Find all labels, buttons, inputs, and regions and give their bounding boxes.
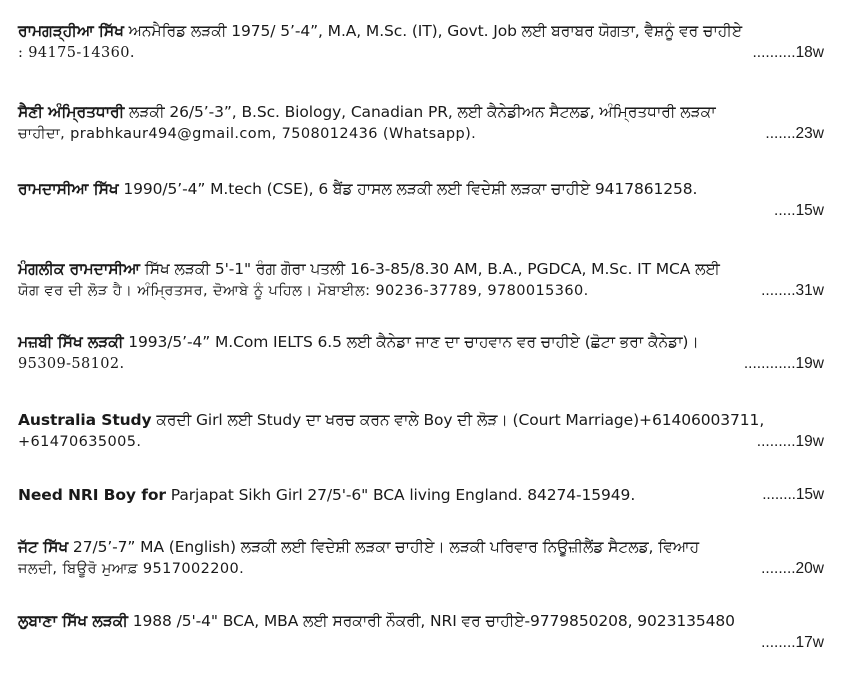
ad-text: 95309-58102. bbox=[18, 356, 125, 372]
ad-text: ਚਾਹੀਦਾ, prabhkaur494@gmail.com, 7508012436 (Whatsapp). bbox=[18, 126, 477, 142]
ad-text: 1993/5’-4” M.Com IELTS 6.5 ਲਈ ਕੈਨੇਡਾ ਜਾਣ ਦਾ ਚਾਹਵਾਨ ਵਰ ਚਾਹੀਏ (ਛੋਟਾ ਭਰਾ ਕੈਨੇਡਾ)। bbox=[123, 333, 699, 351]
ad-word-count: .....15w bbox=[774, 202, 824, 219]
ad-word-count: .......23w bbox=[765, 125, 824, 142]
ad-word-count: ............19w bbox=[743, 355, 824, 372]
ad-first-line bbox=[18, 258, 824, 280]
ad-text: 1990/5’-4” M.tech (CSE), 6 ਬੈਂਡ ਹਾਸਲ ਲੜਕੀ ਲਈ ਵਿਦੇਸ਼ੀ ਲੜਕਾ ਚਾਹੀਏ 9417861258. bbox=[118, 180, 698, 198]
ad-heading: Need NRI Boy for bbox=[18, 486, 166, 504]
ad-word-count: ........20w bbox=[761, 560, 824, 577]
ad-word-count: ..........18w bbox=[752, 44, 824, 61]
ad-heading: ਮਜ਼ਬੀ ਸਿੱਖ ਲੜਕੀ bbox=[18, 333, 124, 351]
ad-word-count: .........19w bbox=[756, 433, 824, 450]
ad-heading: ਜੱਟ ਸਿੱਖ bbox=[18, 538, 69, 556]
matrimonial-ad bbox=[18, 178, 824, 219]
ad-text: 27/5’-7” MA (English) ਲੜਕੀ ਲਈ ਵਿਦੇਸ਼ੀ ਲੜਕਾ ਚਾਹੀਏ। ਲੜਕੀ ਪਰਿਵਾਰ ਨਿਊਜ਼ੀਲੈਂਡ ਸੈਟਲਡ, ਵਿਆਹ bbox=[68, 538, 699, 556]
ad-heading: ਰਾਮਦਾਸੀਆ ਸਿੱਖ bbox=[18, 180, 119, 198]
ad-second-line bbox=[18, 280, 824, 302]
ad-second-line bbox=[18, 558, 824, 580]
ad-first-line bbox=[18, 536, 824, 558]
ad-text: ਲੜਕੀ 26/5’-3”, B.Sc. Biology, Canadian PR, ਲਈ ਕੈਨੇਡੀਅਨ ਸੈਟਲਡ, ਅੰਮ੍ਰਿਤਧਾਰੀ ਲੜਕਾ bbox=[124, 103, 716, 121]
ad-second-line bbox=[18, 353, 824, 375]
ad-text: ਕਰਦੀ Girl ਲਈ Study ਦਾ ਖਰਚ ਕਰਨ ਵਾਲੇ Boy ਦੀ ਲੋੜ। (Court Marriage)+61406003711, bbox=[151, 411, 765, 429]
matrimonial-ad bbox=[18, 101, 824, 145]
ad-first-line bbox=[18, 178, 824, 200]
matrimonial-ad bbox=[18, 610, 824, 651]
ad-text: +61470635005. bbox=[18, 434, 142, 450]
ad-text: ਅਨਮੈਰਿਡ ਲੜਕੀ 1975/ 5’-4”, M.A, M.Sc. (IT), Govt. Job ਲਈ ਬਰਾਬਰ ਯੋਗਤਾ, ਵੈਸ਼ਨੂੰ ਵਰ ਚਾਹੀਏ bbox=[123, 22, 743, 40]
ad-heading: ਰਾਮਗੜ੍ਹੀਆ ਸਿੱਖ bbox=[18, 22, 124, 40]
ad-text: : 94175-14360. bbox=[18, 45, 135, 61]
ad-first-line bbox=[18, 20, 824, 42]
ad-text: Parjapat Sikh Girl 27/5'-6" BCA living England. 84274-15949. bbox=[165, 486, 636, 504]
matrimonial-ad bbox=[18, 20, 824, 64]
ad-heading: ਲੁਬਾਣਾ ਸਿੱਖ ਲੜਕੀ bbox=[18, 612, 128, 630]
ad-first-line bbox=[18, 101, 824, 123]
ad-word-count: ........31w bbox=[761, 282, 824, 299]
ad-heading: Australia Study bbox=[18, 411, 152, 429]
ad-word-count: ........15w bbox=[762, 486, 824, 503]
ad-second-line bbox=[18, 123, 824, 145]
ad-word-count: ........17w bbox=[761, 634, 824, 651]
ad-first-line bbox=[18, 331, 824, 353]
ad-first-line bbox=[18, 610, 824, 632]
matrimonial-ad bbox=[18, 409, 824, 453]
ad-second-line bbox=[18, 431, 824, 453]
matrimonial-ad bbox=[18, 331, 824, 375]
matrimonial-ad bbox=[18, 484, 824, 506]
ad-second-line bbox=[18, 42, 824, 64]
ad-text: ਯੋਗ ਵਰ ਦੀ ਲੋੜ ਹੈ। ਅੰਮ੍ਰਿਤਸਰ, ਦੋਆਬੇ ਨੂੰ ਪਹਿਲ। ਮੋਬਾਈਲ: 90236-37789, 9780015360. bbox=[18, 283, 589, 299]
ad-heading: ਮੰਗਲੀਕ ਰਾਮਦਾਸੀਆ bbox=[18, 260, 140, 278]
matrimonial-ad bbox=[18, 536, 824, 580]
ad-first-line bbox=[18, 409, 824, 431]
ad-text: ਸਿੱਖ ਲੜਕੀ 5'-1" ਰੰਗ ਗੋਰਾ ਪਤਲੀ 16-3-85/8.30 AM, B.A., PGDCA, M.Sc. IT MCA ਲਈ bbox=[139, 260, 720, 278]
matrimonial-ad bbox=[18, 258, 824, 302]
ad-text: ਜਲਦੀ, ਬਿਊਰੋ ਮੁਆਫ਼ 9517002200. bbox=[18, 561, 245, 577]
ad-heading: ਸੈਣੀ ਅੰਮ੍ਰਿਤਧਾਰੀ bbox=[18, 103, 125, 121]
ad-first-line bbox=[18, 484, 824, 506]
ad-text: 1988 /5'-4" BCA, MBA ਲਈ ਸਰਕਾਰੀ ਨੌਕਰੀ, NRI ਵਰ ਚਾਹੀਏ-9779850208, 9023135480 bbox=[127, 612, 735, 630]
